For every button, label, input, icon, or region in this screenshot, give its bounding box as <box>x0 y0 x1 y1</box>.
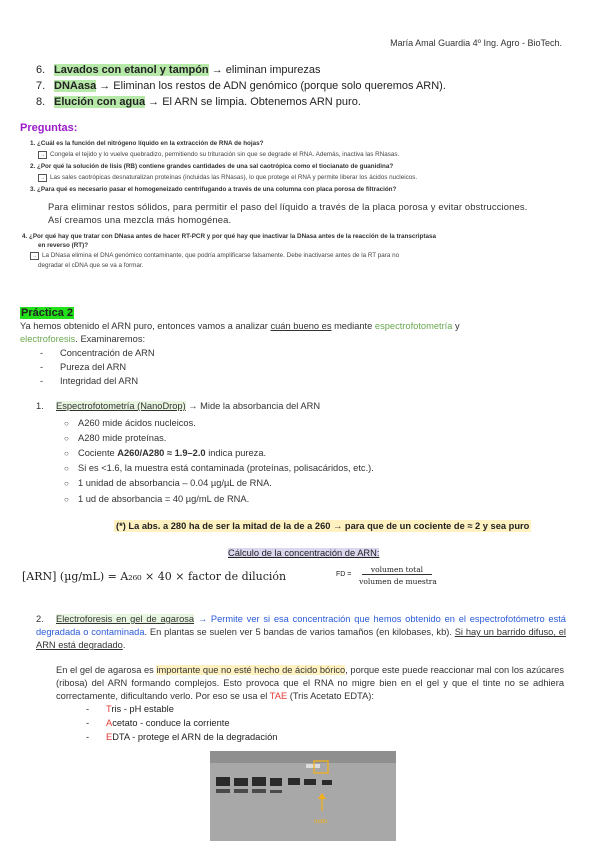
page-header: María Amal Guardia 4º Ing. Agro - BioTech. <box>390 38 562 48</box>
espectro-sub-1: ○ A260 mide ácidos nucleicos. <box>64 418 196 428</box>
tae-item-edta: - EDTA - protege el ARN de la degradación <box>86 732 278 742</box>
question-2: 2. ¿Por qué la solución de lisis (RB) contiene grandes cantidades de una sal caotrópica como el tiocianato de guanidina? <box>30 163 394 170</box>
espectro-sub-3: ○ Cociente A260/A280 ≈ 1.9–2.0 indica pureza. <box>64 448 267 458</box>
list-item: - Integridad del ARN <box>40 376 139 386</box>
answer-3-line-1: Para eliminar restos sólidos, para permitir el paso del líquido a través de la placa porosa y evitar obstrucciones. <box>48 201 528 212</box>
calc-title: Cálculo de la concentración de ARN: <box>228 548 380 558</box>
answer-4-line-2: degradar el cDNA que se va a formar. <box>38 262 144 269</box>
practica-intro: Ya hemos obtenido el ARN puro, entonces vamos a analizar cuán bueno es mediante espectrofotometría y electroforesis. Examinaremos: <box>20 321 460 344</box>
espectro-sub-4: ○ Si es <1.6, la muestra está contaminada (proteínas, polisacáridos, etc.). <box>64 463 374 473</box>
tae-item-tris: - Tris - pH estable <box>86 704 174 714</box>
gel-label: ruido <box>314 819 328 825</box>
answer-3-line-2: Así creamos una mezcla más homogénea. <box>48 214 232 225</box>
arrow-box-icon: → <box>32 253 37 259</box>
question-4-line-1: 4. ¿Por qué hay que tratar con DNasa antes de hacer RT-PCR y por qué hay que inactivar la DNasa antes de la reacción de la transcriptasa <box>22 233 436 240</box>
answer-2: → Las sales caotrópicas desnaturalizan proteínas (incluidas las RNasas), lo que protege el RNA y permite liberar los ácidos nucleicos. <box>40 174 418 181</box>
question-3: 3. ¿Para qué es necesario pasar el homogeneizado centrifugando a través de una columna con placa porosa de filtración? <box>30 186 397 193</box>
tae-paragraph: En el gel de agarosa es importante que no esté hecho de ácido bórico, porque este puede reaccionar mal con los azúcares (ribosa) del ARN formando complejos. Esto provoca que el RNA no migre bien en el gel y que el tinte no se adhiera correctamente, dificultando verlo. Por eso se usa el TAE (Tris Acetato EDTA): <box>56 665 564 701</box>
arrow-box-icon: → <box>40 175 45 181</box>
answer-1: → Congela el tejido y lo vuelve quebradizo, permitiendo su trituración sin que se degrade el RNA. Además, inactiva las RNasas. <box>40 151 400 158</box>
fd-label: FD = <box>336 571 352 578</box>
step-6: 6. Lavados con etanol y tampón → eliminan impurezas <box>36 64 321 76</box>
absorbance-note: (*) La abs. a 280 ha de ser la mitad de la de a 260 → para que de un cociente de ≈ 2 y sea puro <box>116 521 530 531</box>
formula: [ARN] (µg/mL) = A₂₆₀ × 40 × factor de dilución <box>22 570 287 583</box>
espectro-sub-2: ○ A280 mide proteínas. <box>64 433 167 443</box>
step-7: 7. DNAasa → Eliminan los restos de ADN genómico (porque solo queremos ARN). <box>36 80 446 92</box>
espectro-sub-6: ○ 1 ud de absorbancia = 40 µg/mL de RNA. <box>64 494 250 504</box>
question-4-line-2: en reverso (RT)? <box>38 242 89 249</box>
answer-4-line-1: → La DNasa elimina el DNA genómico contaminante, que podría amplificarse falsamente. Debe inactivarse antes de la RT para no <box>32 252 400 259</box>
practica-title: Práctica 2 <box>21 307 73 319</box>
gel-image <box>210 751 396 841</box>
preguntas-heading: Preguntas: <box>20 122 78 134</box>
question-1: 1. ¿Cuál es la función del nitrógeno líquido en la extracción de RNA de hojas? <box>30 140 264 147</box>
fd-denominator: volumen de muestra <box>359 577 437 586</box>
arrow-box-icon: → <box>40 152 45 158</box>
electro-paragraph: 2. Electroforesis en gel de agarosa → Permite ver si esa concentración que hemos obtenido en el espectrofotómetro está degradada o contaminada. En plantas se suelen ver 5 bandas de varios tamaños (en kilobases, kb). Si hay un barrido difuso, el ARN está degradado. <box>36 614 566 650</box>
gel-svg <box>210 751 396 841</box>
list-item: - Pureza del ARN <box>40 362 127 372</box>
step-8: 8. Elución con agua → El ARN se limpia. Obtenemos ARN puro. <box>36 96 361 108</box>
espectro-sub-5: ○ 1 unidad de absorbancia – 0.04 µg/µL de RNA. <box>64 478 272 488</box>
tae-item-acetato: - Acetato - conduce la corriente <box>86 718 230 728</box>
espectro-heading: 1. Espectrofotometría (NanoDrop) → Mide la absorbancia del ARN <box>36 401 321 411</box>
list-item: - Concentración de ARN <box>40 348 155 358</box>
fd-numerator: volumen total <box>362 565 432 575</box>
